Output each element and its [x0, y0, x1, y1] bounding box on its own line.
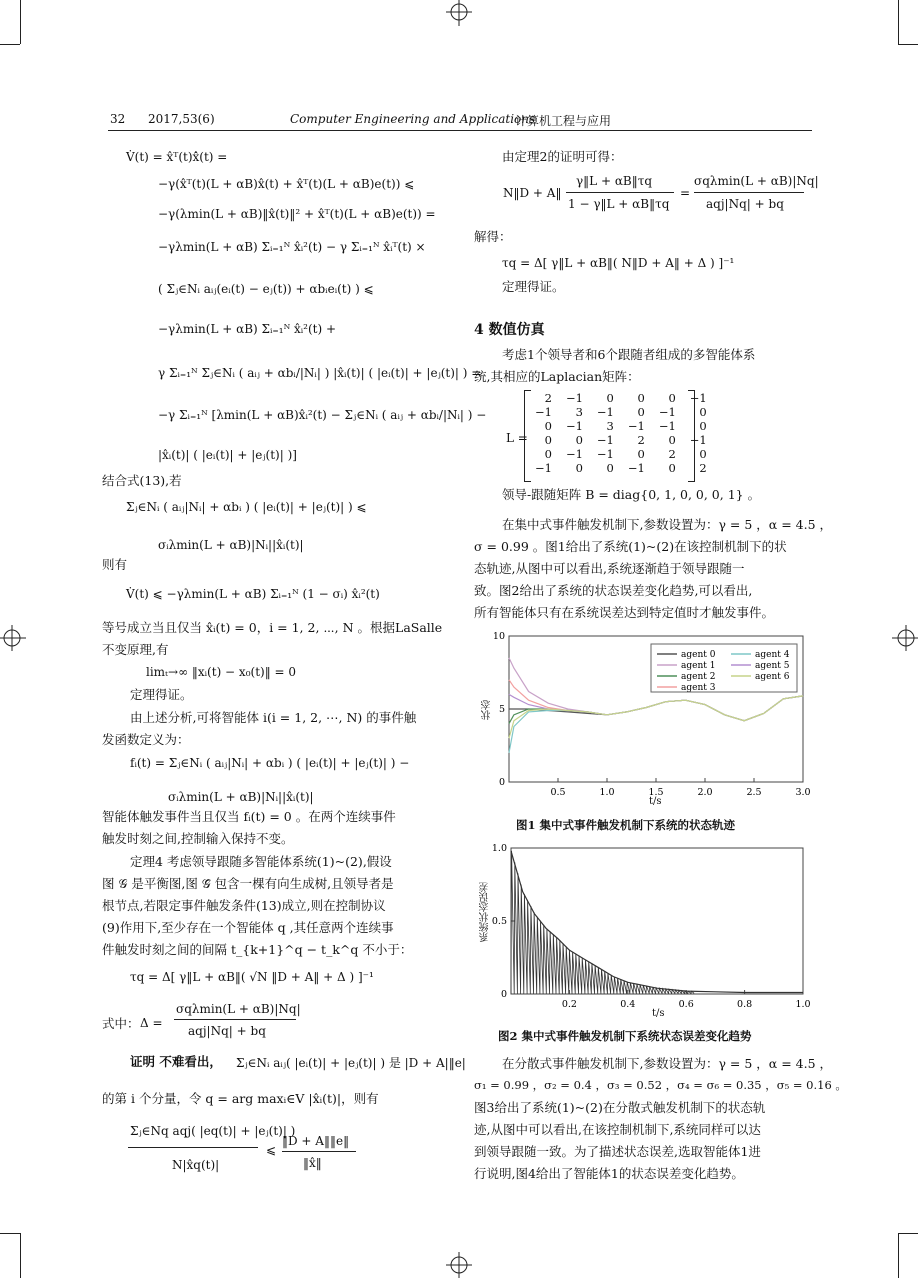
paragraph-text: 致。图2给出了系统的状态误差变化趋势,可以看出,	[474, 583, 753, 598]
matrix-cell: 2	[699, 461, 707, 475]
figure-caption: 图2 集中式事件触发机制下系统状态误差变化趋势	[498, 1029, 752, 1043]
matrix-cell: 0	[544, 419, 552, 433]
paragraph-text: 不变原理,有	[102, 642, 169, 657]
paragraph-text: 考虑1个领导者和6个跟随者组成的多智能体系	[502, 347, 756, 362]
y-axis-label: 系统状态误差	[480, 882, 491, 942]
equation: σᵢλmin(L + αB)|Nᵢ||x̂ᵢ(t)|	[158, 538, 304, 552]
matrix-cell: 3	[575, 405, 583, 419]
matrix-row	[528, 447, 714, 461]
fraction-denominator: N|x̂q(t)|	[172, 1158, 220, 1172]
legend-label: agent 4	[755, 650, 790, 660]
x-tick-label: 2.0	[697, 787, 713, 798]
matrix-cell: −1	[596, 433, 614, 447]
matrix-cell: 0	[544, 447, 552, 461]
paragraph-text: 迹,从图中可以看出,在该控制机制下,系统同样可以达	[474, 1122, 761, 1137]
matrix-row	[528, 461, 714, 475]
matrix-cell: −1	[689, 391, 707, 405]
y-tick-label: 1.0	[491, 843, 507, 854]
crop-mark	[898, 44, 918, 45]
matrix-cell: 0	[699, 447, 707, 461]
paragraph-text: 件触发时刻之间的间隔 t_{k+1}^q − t_k^q 不小于：	[102, 942, 413, 957]
fraction-bar	[566, 192, 674, 193]
equation: −γ(x̂ᵀ(t)(L + αB)x̂(t) + x̂ᵀ(t)(L + αB)e(t)) ⩽	[158, 177, 415, 191]
equation: τq = Δ[ γ‖L + αB‖( N‖D + A‖ + Δ ) ]⁻¹	[502, 256, 735, 270]
matrix-row	[528, 419, 714, 433]
matrix-cell: −1	[627, 419, 645, 433]
equation: Σⱼ∈Nᵢ aᵢⱼ( |eᵢ(t)| + |eⱼ(t)| ) 是 |D + A|‖e|	[236, 1056, 466, 1070]
laplacian-matrix	[528, 391, 714, 475]
matrix-cell: −1	[627, 461, 645, 475]
paragraph-text: σ = 0.99 。图1给出了系统(1)~(2)在该控制机制下的状	[474, 539, 787, 554]
matrix-cell: 0	[668, 433, 676, 447]
matrix-cell: 0	[606, 391, 614, 405]
matrix-cell: −1	[658, 405, 676, 419]
y-tick-label: 0	[498, 777, 505, 788]
paragraph-text: (9)作用下,至少存在一个智能体 q ,其任意两个连续事	[102, 920, 394, 935]
crop-mark	[0, 1233, 20, 1234]
matrix-cell: −1	[535, 405, 552, 419]
x-tick-label: 0.2	[561, 999, 577, 1010]
paragraph-text: 定理得证。	[130, 687, 193, 702]
x-tick-label: 0.4	[620, 999, 636, 1010]
matrix-label: L =	[506, 431, 528, 445]
paragraph-text: 根节点,若限定事件触发条件(13)成立,则在控制协议	[102, 898, 386, 913]
fraction-bar	[282, 1151, 356, 1152]
paragraph-text: 图3给出了系统(1)~(2)在分散式触发机制下的状态轨	[474, 1100, 766, 1115]
paragraph-text: 解得：	[474, 229, 512, 244]
paragraph-text: σ₁ = 0.99 ，σ₂ = 0.4 ，σ₃ = 0.52 ，σ₄ = σ₆ = 0.35 ，σ₅ = 0.16 。	[474, 1078, 847, 1092]
matrix-cell: −1	[565, 447, 583, 461]
equation: −γλmin(L + αB) Σᵢ₌₁ᴺ x̂ᵢ²(t) − γ Σᵢ₌₁ᴺ x̂ᵢᵀ(t) ×	[158, 240, 426, 254]
equation: γ Σᵢ₌₁ᴺ Σⱼ∈Nᵢ ( aᵢⱼ + αbᵢ/|Nᵢ| ) |x̂ᵢ(t)| ( |eᵢ(t)| + |eⱼ(t)| ) =	[158, 366, 482, 380]
legend-label: agent 5	[755, 661, 790, 671]
y-axis-label: 状态	[482, 700, 493, 720]
fraction-denominator: ‖x̂‖	[303, 1156, 322, 1170]
equation: Δ =	[140, 1016, 163, 1030]
matrix-cell: 0	[606, 461, 614, 475]
equation: V̇(t) ⩽ −γλmin(L + αB) Σᵢ₌₁ᴺ (1 − σᵢ) x̂ᵢ²(t)	[126, 587, 380, 601]
legend-label: agent 3	[681, 683, 716, 693]
matrix-cell: 0	[575, 433, 583, 447]
paragraph-text: 统,其相应的Laplacian矩阵：	[474, 369, 640, 384]
registration-target-icon	[892, 623, 918, 653]
y-tick-label: 0.5	[491, 916, 507, 927]
paragraph-text: 的第 i 个分量，令 q = arg maxᵢ∈V |x̂ᵢ(t)|，则有	[102, 1091, 379, 1106]
paragraph-text: 在集中式事件触发机制下,参数设置为：γ = 5 ，α = 4.5 ，	[502, 517, 833, 532]
paragraph-text: 定理得证。	[502, 279, 565, 294]
fraction-numerator: ‖D + A‖‖e‖	[282, 1134, 350, 1148]
matrix-cell: 0	[575, 461, 583, 475]
crop-mark	[898, 1233, 899, 1278]
matrix-cell: 2	[668, 447, 676, 461]
paragraph-text: 领导-跟随矩阵 B = diag{0, 1, 0, 0, 0, 1} 。	[502, 487, 761, 502]
fraction-denominator: 1 − γ‖L + αB‖τq	[568, 197, 670, 211]
matrix-cell: −1	[596, 405, 614, 419]
running-header	[110, 112, 810, 130]
matrix-cell: 0	[544, 433, 552, 447]
matrix-cell: −1	[658, 419, 676, 433]
page-number: 32	[110, 112, 126, 126]
x-axis-label: t/s	[649, 796, 662, 807]
x-tick-label: 2.5	[746, 787, 762, 798]
figure-caption: 图1 集中式事件触发机制下系统的状态轨迹	[516, 818, 736, 832]
matrix-cell: 0	[668, 461, 676, 475]
fraction-denominator: aqj|Nq| + bq	[706, 197, 784, 211]
legend-label: agent 0	[681, 650, 716, 660]
matrix-cell: 0	[699, 419, 707, 433]
matrix-cell: 0	[668, 391, 676, 405]
matrix-row	[528, 433, 714, 447]
x-tick-label: 1.0	[599, 787, 615, 798]
registration-target-icon	[0, 623, 26, 653]
fraction-numerator: σqλmin(L + αB)|Nq|	[694, 174, 819, 188]
matrix-cell: 3	[606, 419, 614, 433]
paragraph-text: 触发时刻之间,控制输入保持不变。	[102, 831, 294, 846]
journal-name-cn: 计算机工程与应用	[515, 114, 612, 128]
paragraph-text: 在分散式事件触发机制下,参数设置为：γ = 5 ，α = 4.5 ，	[502, 1056, 833, 1071]
paragraph-text: 式中：	[102, 1016, 140, 1031]
fraction-bar	[174, 1019, 296, 1020]
registration-target-icon	[444, 0, 474, 26]
equation: N‖D + A‖	[503, 186, 562, 200]
matrix-cell: −1	[535, 461, 552, 475]
equation: |x̂ᵢ(t)| ( |eᵢ(t)| + |eⱼ(t)| )]	[158, 448, 297, 462]
section-heading: 4 数值仿真	[474, 322, 545, 338]
matrix-row	[528, 391, 714, 405]
paragraph-text: 结合式(13),若	[102, 473, 182, 488]
equation: fᵢ(t) = Σⱼ∈Nᵢ ( aᵢⱼ|Nᵢ| + αbᵢ ) ( |eᵢ(t)| + |eⱼ(t)| ) −	[130, 756, 410, 770]
fraction-bar	[128, 1147, 258, 1148]
theorem-text: 定理4 考虑领导跟随多智能体系统(1)~(2),假设	[130, 854, 392, 869]
proof-text: 证明 不难看出，	[130, 1054, 222, 1069]
journal-issue: 2017,53(6)	[148, 112, 215, 126]
crop-mark	[0, 44, 20, 45]
legend-label: agent 6	[755, 672, 790, 682]
registration-target-icon	[444, 1252, 474, 1278]
crop-mark	[20, 0, 21, 44]
paragraph-text: 智能体触发事件当且仅当 fᵢ(t) = 0 。在两个连续事件	[102, 809, 396, 824]
x-tick-label: 3.0	[795, 787, 811, 798]
x-tick-label: 0.6	[678, 999, 694, 1010]
crop-mark	[20, 1233, 21, 1278]
equation: limₜ→∞ ‖xᵢ(t) − x₀(t)‖ = 0	[146, 665, 297, 679]
x-tick-label: 1.0	[795, 999, 811, 1010]
fraction-numerator: σqλmin(L + αB)|Nq|	[176, 1002, 301, 1016]
matrix-cell: 0	[699, 405, 707, 419]
paragraph-text: 到领导跟随一致。为了描述状态误差,选取智能体1进	[474, 1144, 761, 1159]
matrix-cell: −1	[596, 447, 614, 461]
x-tick-label: 1.5	[648, 787, 664, 798]
matrix-cell: 0	[637, 391, 645, 405]
y-tick-label: 10	[492, 631, 505, 642]
equation: −γ Σᵢ₌₁ᴺ [λmin(L + αB)x̂ᵢ²(t) − Σⱼ∈Nᵢ ( aᵢⱼ + αbᵢ/|Nᵢ| ) −	[158, 408, 487, 422]
x-axis-label: t/s	[652, 1008, 665, 1019]
equation: Σⱼ∈Nᵢ ( aᵢⱼ|Nᵢ| + αbᵢ ) ( |eᵢ(t)| + |eⱼ(t)| ) ⩽	[126, 500, 367, 514]
relation-sign: ⩽	[266, 1143, 277, 1157]
x-tick-label: 0.5	[550, 787, 566, 798]
matrix-cell: 0	[637, 447, 645, 461]
paragraph-text: 行说明,图4给出了智能体1的状态误差变化趋势。	[474, 1166, 744, 1181]
paragraph-text: 态轨迹,从图中可以看出,系统逐渐趋于领导跟随一	[474, 561, 745, 576]
header-rule	[108, 130, 812, 131]
relation-sign: =	[680, 186, 691, 200]
equation: −γλmin(L + αB) Σᵢ₌₁ᴺ x̂ᵢ²(t) +	[158, 322, 337, 336]
fraction-numerator: Σⱼ∈Nq aqj( |eq(t)| + |eⱼ(t)| )	[130, 1124, 296, 1138]
legend-label: agent 2	[681, 672, 716, 682]
equation: τq = Δ[ γ‖L + αB‖( √N ‖D + A‖ + Δ ) ]⁻¹	[130, 970, 374, 984]
crop-mark	[898, 0, 899, 44]
crop-mark	[898, 1233, 918, 1234]
legend-label: agent 1	[681, 661, 716, 671]
matrix-cell: 2	[637, 433, 645, 447]
figure-1-chart	[492, 630, 813, 808]
y-tick-label: 5	[498, 704, 505, 715]
paragraph-text: 发函数定义为：	[102, 732, 190, 747]
equation: V̇(t) = x̂ᵀ(t)x̂̇(t) =	[126, 150, 228, 164]
paragraph-text: 图 𝒢 是平衡图,图 𝒢̄ 包含一棵有向生成树,且领导者是	[102, 876, 394, 891]
paragraph-text: 由上述分析,可将智能体 i(i = 1, 2, ⋯, N) 的事件触	[130, 710, 417, 725]
equation: −γ(λmin(L + αB)‖x̂(t)‖² + x̂ᵀ(t)(L + αB)e(t)) =	[158, 207, 436, 221]
fraction-denominator: aqj|Nq| + bq	[188, 1024, 266, 1038]
equation: σᵢλmin(L + αB)|Nᵢ||x̂ᵢ(t)|	[168, 790, 314, 804]
paragraph-text: 由定理2的证明可得：	[502, 149, 623, 164]
paragraph-text: 则有	[102, 557, 128, 572]
paragraph-text: 所有智能体只有在系统误差达到特定值时才触发事件。	[474, 605, 775, 620]
matrix-cell: −1	[565, 391, 583, 405]
fraction-numerator: γ‖L + αB‖τq	[576, 174, 653, 188]
y-tick-label: 0	[500, 989, 507, 1000]
matrix-cell: 2	[544, 391, 552, 405]
matrix-cell: −1	[689, 433, 707, 447]
matrix-cell: 0	[637, 405, 645, 419]
matrix-cell: −1	[565, 419, 583, 433]
equation: ( Σⱼ∈Nᵢ aᵢⱼ(eᵢ(t) − eⱼ(t)) + αbᵢeᵢ(t) ) ⩽	[158, 282, 374, 296]
journal-name-en: Computer Engineering and Applications	[290, 112, 536, 126]
figure-2-chart	[491, 842, 813, 1012]
x-tick-label: 0.8	[737, 999, 753, 1010]
fraction-bar	[694, 192, 804, 193]
matrix-row	[528, 405, 714, 419]
paragraph-text: 等号成立当且仅当 x̂ᵢ(t) = 0，i = 1, 2, ⋯, N 。根据LaSalle	[102, 620, 443, 635]
